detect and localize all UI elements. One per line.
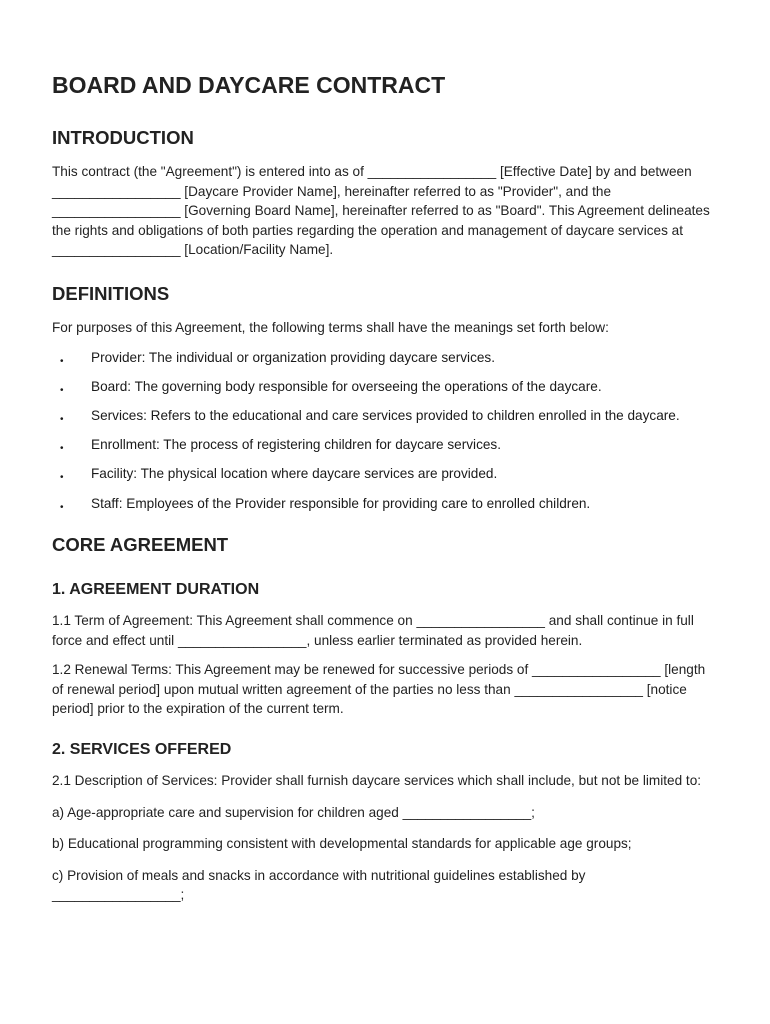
definitions-list [52,348,718,514]
definition-item [52,348,718,368]
definitions-section [52,282,718,513]
definition-text: Enrollment: The process of registering children for daycare services. [91,437,502,453]
definition-item [52,406,718,426]
services-offered-section [52,739,718,905]
definition-item [52,377,718,397]
service-item-b: b) Educational programming consistent with developmental standards for applicable age groups; [52,836,632,852]
document-title: BOARD AND DAYCARE CONTRACT [52,72,446,98]
service-item-a: a) Age-appropriate care and supervision for children aged _________________; [52,804,535,820]
term-of-agreement-text: 1.1 Term of Agreement: This Agreement shall commence on _________________ and shall continue in full force and effect until _________________, unless earlier terminated as provided herein. [52,613,694,648]
renewal-terms-text: 1.2 Renewal Terms: This Agreement may be renewed for successive periods of _________________ [length of renewal period] upon mutual written agreement of the parties no less than _________________ [notice period] prior to the expiration of the current term. [52,662,706,717]
core-agreement-heading: CORE AGREEMENT [52,534,229,556]
agreement-duration-section [52,579,718,719]
agreement-duration-heading: 1. AGREEMENT DURATION [52,581,260,599]
definition-text: Staff: Employees of the Provider responsible for providing care to enrolled children. [91,495,591,511]
bullet-icon: • [60,384,64,396]
definitions-intro: For purposes of this Agreement, the following terms shall have the meanings set forth below: [52,319,609,335]
introduction-text: This contract (the "Agreement") is entered into as of _________________ [Effective Date] by and between _________________ [Daycare Provider Name], hereinafter referred to as "Provider", and the _________________ [Governing Board Name], hereinafter referred to as "Board". This Agreement delineates the rights and obligations of both parties regarding the operation and management of daycare services at _________________ [Location/Facility Name]. [52,164,710,258]
definition-item [52,464,718,484]
definition-text: Facility: The physical location where daycare services are provided. [91,466,498,482]
bullet-icon: • [60,413,64,425]
definitions-heading: DEFINITIONS [52,282,170,304]
services-description-text: 2.1 Description of Services: Provider shall furnish daycare services which shall include, but not be limited to: [52,773,702,789]
bullet-icon: • [60,472,64,484]
bullet-icon: • [60,443,64,455]
introduction-heading: INTRODUCTION [52,127,194,148]
definition-text: Services: Refers to the educational and care services provided to children enrolled in the daycare. [91,407,680,423]
introduction-section [52,126,718,260]
bullet-icon: • [60,355,64,367]
bullet-icon: • [60,501,64,513]
core-agreement-section [52,533,718,905]
definition-text: Provider: The individual or organization providing daycare services. [91,349,495,365]
services-offered-heading: 2. SERVICES OFFERED [52,741,232,759]
definition-text: Board: The governing body responsible for overseeing the operations of the daycare. [91,378,602,394]
service-item-c: c) Provision of meals and snacks in accordance with nutritional guidelines established by _________________; [52,867,586,903]
definition-item [52,494,718,514]
definition-item [52,435,718,455]
